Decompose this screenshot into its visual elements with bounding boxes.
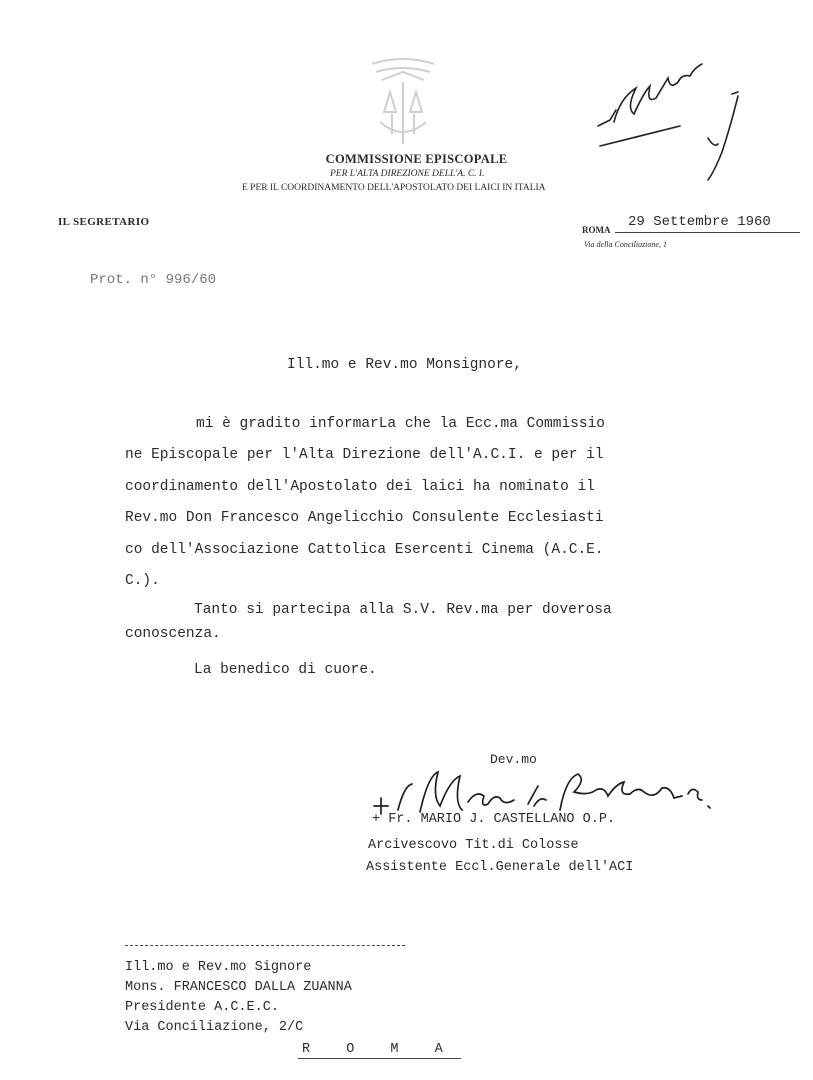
- body-line: conoscenza.: [125, 626, 221, 642]
- signatory-title-1: Arcivescovo Tit.di Colosse: [368, 838, 579, 853]
- cross-icon: +: [372, 812, 389, 827]
- body-line: co dell'Associazione Cattolica Esercenti Cinema (A.C.E.: [125, 541, 604, 558]
- secretary-label: IL SEGRETARIO: [58, 216, 150, 228]
- body-line: C.).: [125, 573, 160, 590]
- place-label: ROMA: [582, 225, 611, 235]
- recipient-line: Presidente A.C.E.C.: [125, 1000, 279, 1015]
- letterhead-address: Via della Conciliazione, 1: [584, 240, 667, 249]
- body-line: coordinamento dell'Apostolato dei laici ha nominato il: [125, 478, 595, 495]
- letterhead-subtitle-2: E PER IL COORDINAMENTO DELL'APOSTOLATO DEI LAICI IN ITALIA: [242, 183, 546, 193]
- recipient-line: Via Conciliazione, 2/C: [125, 1020, 304, 1035]
- body-line: ne Episcopale per l'Alta Direzione dell'A.C.I. e per il: [125, 447, 604, 464]
- divider: [125, 945, 405, 946]
- protocol-number: Prot. n° 996/60: [90, 272, 217, 288]
- recipient-line: Ill.mo e Rev.mo Signore: [125, 960, 312, 975]
- body-line: mi è gradito informarLa che la Ecc.ma Commissio: [196, 416, 605, 432]
- recipient-line: Mons. FRANCESCO DALLA ZUANNA: [125, 980, 352, 995]
- paragraph-2: [125, 598, 715, 646]
- letter-date: 29 Settembre 1960: [628, 214, 771, 230]
- closing-devmo: Dev.mo: [490, 752, 537, 767]
- signatory-title-2: Assistente Eccl.Generale dell'ACI: [366, 860, 634, 875]
- signatory-name: + Fr. MARIO J. CASTELLANO O.P.: [372, 812, 616, 827]
- recipient-address: [125, 958, 352, 1038]
- letterhead-title: COMMISSIONE EPISCOPALE: [325, 152, 508, 166]
- letterhead-subtitle-1: PER L'ALTA DIREZIONE DELL'A. C. I.: [330, 169, 485, 179]
- date-underline: [615, 232, 800, 233]
- handwritten-annotation: [590, 48, 750, 188]
- body-line: Tanto si partecipa alla S.V. Rev.ma per doverosa: [194, 602, 612, 618]
- letter-body: [125, 409, 715, 597]
- body-line: Rev.mo Don Francesco Angelicchio Consulente Ecclesiasti: [125, 510, 604, 527]
- salutation: Ill.mo e Rev.mo Monsignore,: [287, 357, 522, 373]
- recipient-city: R O M A: [298, 1042, 461, 1059]
- paragraph-3: La benedico di cuore.: [194, 662, 377, 678]
- coat-of-arms-icon: [362, 52, 444, 147]
